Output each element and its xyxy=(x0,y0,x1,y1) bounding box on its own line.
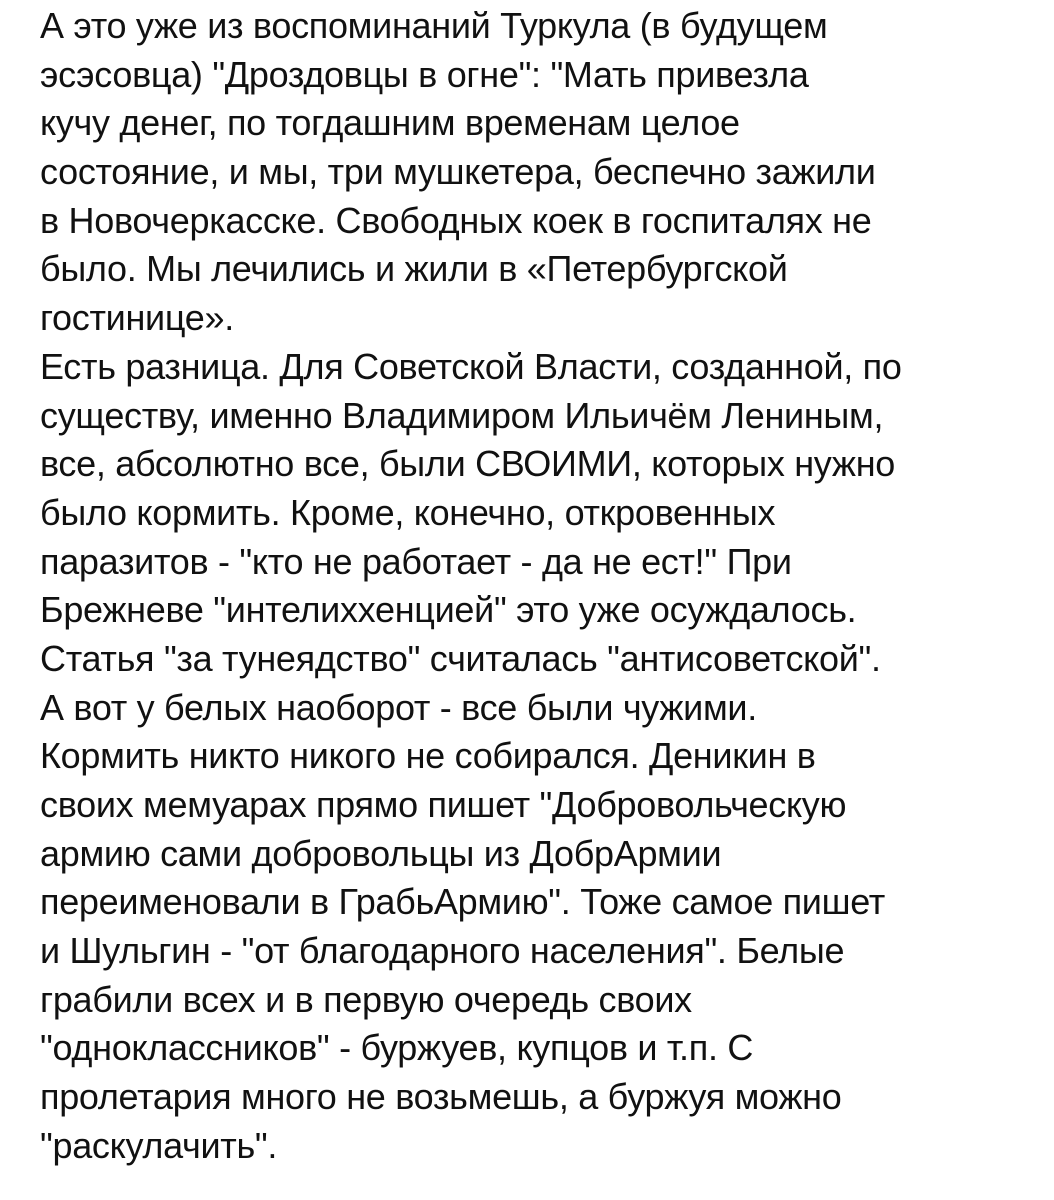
text-line: армию сами добровольцы из ДобрАрмии xyxy=(40,832,722,874)
text-line: состояние, и мы, три мушкетера, беспечно зажили xyxy=(40,151,876,193)
text-line: было кормить. Кроме, конечно, откровенных xyxy=(40,491,776,533)
document-text xyxy=(40,2,1030,1171)
text-line: было. Мы лечились и жили в «Петербургской xyxy=(40,248,788,290)
text-line: пролетария много не возьмешь, а буржуя можно xyxy=(40,1076,842,1118)
text-line: переименовали в ГрабьАрмию". Тоже самое пишет xyxy=(40,881,885,923)
text-line: "раскулачить". xyxy=(40,1124,278,1166)
text-line: кучу денег, по тогдашним временам целое xyxy=(40,102,740,144)
text-line: грабили всех и в первую очередь своих xyxy=(40,978,692,1020)
text-line: Брежневе "интелиххенцией" это уже осуждалось. xyxy=(40,589,857,631)
text-line: в Новочеркасске. Свободных коек в госпиталях не xyxy=(40,199,872,241)
text-line: паразитов - "кто не работает - да не ест!" При xyxy=(40,540,792,582)
text-line: своих мемуарах прямо пишет "Добровольческую xyxy=(40,784,847,825)
text-line: А вот у белых наоборот - все были чужими. xyxy=(40,686,757,728)
text-line: Есть разница. Для Советской Власти, созданной, по xyxy=(40,345,902,387)
text-line: Статья "за тунеядство" считалась "антисоветской". xyxy=(40,637,881,679)
text-line: эсэсовца) "Дроздовцы в огне": "Мать привезла xyxy=(40,53,809,95)
text-line: "одноклассников" - буржуев, купцов и т.п. С xyxy=(40,1027,754,1069)
text-line: существу, именно Владимиром Ильичём Лениным, xyxy=(40,394,884,436)
text-line: все, абсолютно все, были СВОИМИ, которых нужно xyxy=(40,443,895,485)
text-line: А это уже из воспоминаний Туркула (в будущем xyxy=(40,5,828,46)
text-line: Кормить никто никого не собирался. Деникин в xyxy=(40,735,816,777)
text-line: гостинице». xyxy=(40,297,234,339)
text-line: и Шульгин - "от благодарного населения". Белые xyxy=(40,930,845,972)
